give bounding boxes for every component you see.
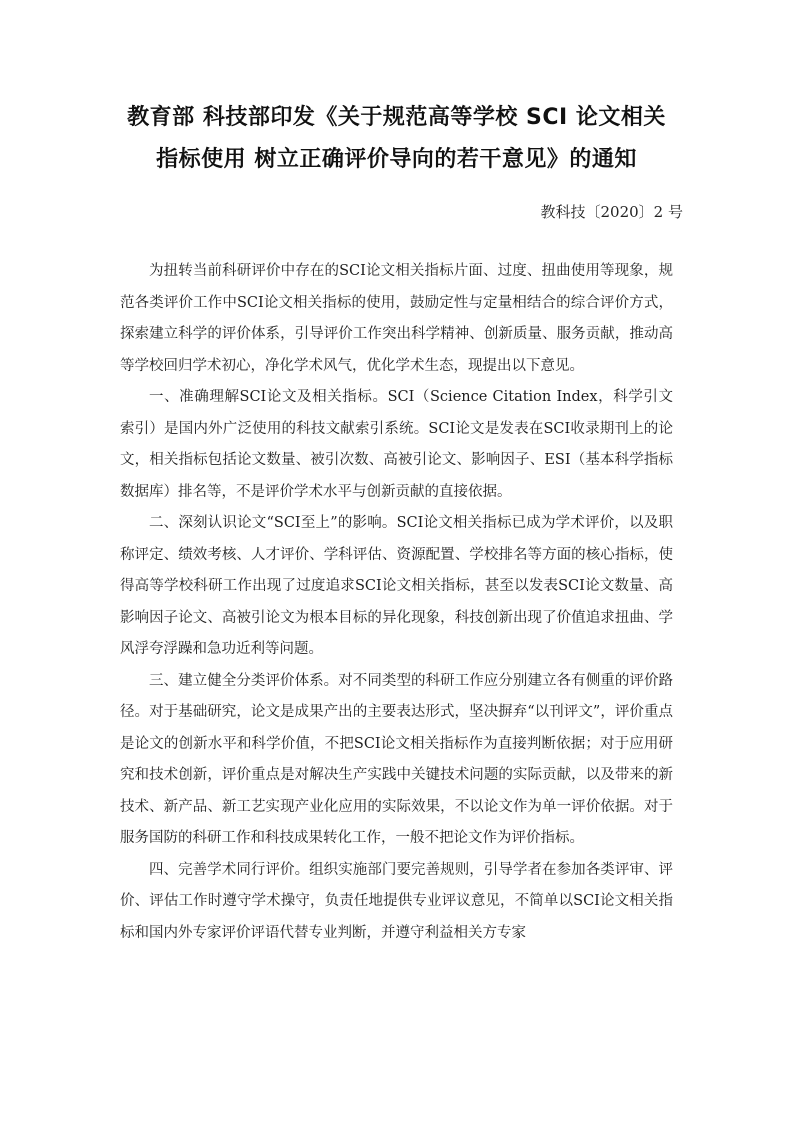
document-title-line-2: 指标使用 树立正确评价导向的若干意见》的通知 bbox=[156, 147, 637, 172]
paragraph-section-4: 四、完善学术同行评价。组织实施部门要完善规则，引导学者在参加各类评审、评价、评估工作时遵守学术操守，负责任地提供专业评议意见，不简单以SCI论文相关指标和国内外专家评价评语代替专业判断，并遵守利益相关方专家 bbox=[120, 861, 673, 941]
paragraph-section-1: 一、准确理解SCI论文及相关指标。SCI（Science Citation Index，科学引文索引）是国内外广泛使用的科技文献索引系统。SCI论文是发表在SCI收录期刊上的论文，相关指标包括论文数量、被引次数、高被引论文、影响因子、ESI（基本科学指标数据库）排名等，不是评价学术水平与创新贡献的直接依据。 bbox=[120, 389, 673, 500]
paragraph-section-3: 三、建立健全分类评价体系。对不同类型的科研工作应分别建立各有侧重的评价路径。对于基础研究，论文是成果产出的主要表达形式，坚决摒弃“以刊评文”，评价重点是论文的创新水平和科学价值，不把SCI论文相关指标作为直接判断依据；对于应用研究和技术创新，评价重点是对解决生产实践中关键技术问题的实际贡献，以及带来的新技术、新产品、新工艺实现产业化应用的实际效果，不以论文作为单一评价依据。对于服务国防的科研工作和科技成果转化工作，一般不把论文作为评价指标。 bbox=[120, 672, 673, 846]
paragraph-intro: 为扭转当前科研评价中存在的SCI论文相关指标片面、过度、扭曲使用等现象，规范各类评价工作中SCI论文相关指标的使用，鼓励定性与定量相结合的综合评价方式，探索建立科学的评价体系，引导评价工作突出科学精神、创新质量、服务贡献，推动高等学校回归学术初心，净化学术风气，优化学术生态，现提出以下意见。 bbox=[120, 263, 673, 374]
document-number: 教科技〔2020〕2 号 bbox=[540, 203, 683, 221]
paragraph-section-2: 二、深刻认识论文“SCI至上”的影响。SCI论文相关指标已成为学术评价，以及职称评定、绩效考核、人才评价、学科评估、资源配置、学校排名等方面的核心指标，使得高等学校科研工作出现了过度追求SCI论文相关指标，甚至以发表SCI论文数量、高影响因子论文、高被引论文为根本目标的异化现象，科技创新出现了价值追求扭曲、学风浮夸浮躁和急功近利等问题。 bbox=[120, 515, 673, 657]
document-body bbox=[120, 256, 673, 949]
document-title-line-1: 教育部 科技部印发《关于规范高等学校 SCI 论文相关 bbox=[127, 105, 666, 130]
